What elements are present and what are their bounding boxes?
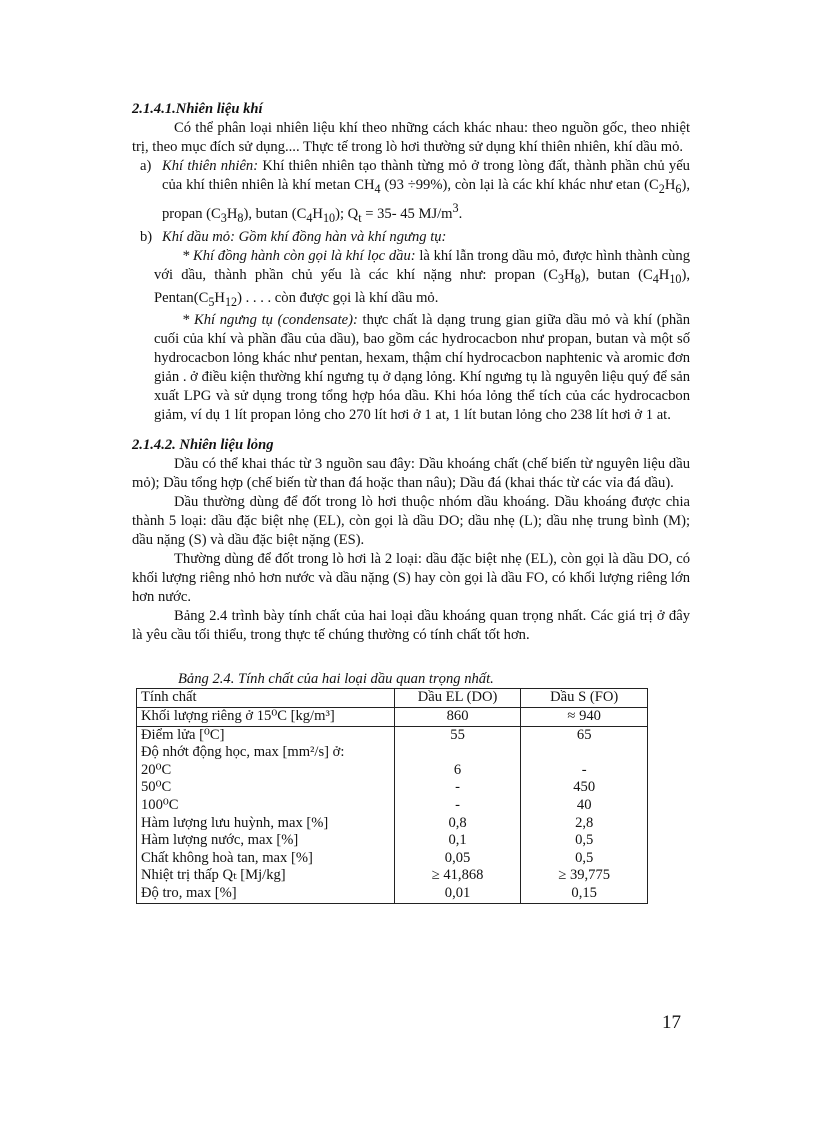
table-header-cell: Dầu EL (DO) [394, 689, 521, 708]
list-marker: a) [140, 158, 152, 174]
table-row [137, 850, 648, 868]
paragraph-condensate: * Khí ngưng tụ (condensate): thực chất là dạng trung gian giữa dầu mỏ và khí (phần cuối của khí và phần đầu của dầu), bao gồm các hydrocacbon như propan, butan và một số hydrocacbon lỏng khác như pentan, hexam, thậm chí hydrocacbon naphtenic và aromic đơn giản . ở điều kiện thường khí ngưng tụ ở dạng lỏng. Khí ngưng tụ là nguyên liệu quý để sản xuất LPG và sử dụng trong tổng hợp hóa dầu. Khi hóa lỏng thể tích của các hydrocacbon giảm, ví dụ 1 lít propan lỏng cho 270 lít hơi ở 1 at, 1 lít butan lỏng cho 238 lít hơi ở 1 at. [154, 312, 690, 424]
table-row [137, 815, 648, 833]
table-row [137, 779, 648, 797]
table-row [137, 885, 648, 903]
table-header-cell: Tính chất [137, 689, 395, 708]
table-cell: 40 [521, 797, 648, 815]
table-caption: Bảng 2.4. Tính chất của hai loại dầu quan trọng nhất. [178, 671, 494, 688]
table-cell: Hàm lượng nước, max [%] [137, 832, 395, 850]
table-cell: 0,15 [521, 885, 648, 903]
list-item-petroleum-gas [132, 228, 690, 247]
table-cell: Chất không hoà tan, max [%] [137, 850, 395, 868]
table-cell: 0,5 [521, 832, 648, 850]
table-cell: 450 [521, 779, 648, 797]
paragraph-gas-intro: Có thể phân loại nhiên liệu khí theo những cách khác nhau: theo nguồn gốc, theo nhiệt trị, theo mục đích sử dụng.... Thực tế trong lò hơi thường sử dụng khí thiên nhiên, khí dầu mỏ. [132, 120, 690, 155]
table-cell: Độ tro, max [%] [137, 885, 395, 903]
table-cell: ≈ 940 [521, 708, 648, 727]
paragraph-associated-gas: * Khí đồng hành còn gọi là khí lọc dầu: là khí lẫn trong dầu mỏ, được hình thành cùng với dầu, thành phần chủ yếu là các khí nặng như: propan $(C_3H_8)$, butan $(C_4H_{10})$, $Pentan(C_5H_{12})$ . . . . còn được gọi là khí dầu mỏ. [154, 247, 691, 309]
paragraph-boiler-oil: Thường dùng để đốt trong lò hơi là 2 loại: dầu đặc biệt nhẹ (EL), còn gọi là dầu DO, có khối lượng riêng nhỏ hơn nước và dầu nặng (S) hay còn gọi là dầu FO, có khối lượng riêng lớn hơn nước. [132, 551, 690, 606]
paragraph-oil-sources: Dầu có thể khai thác từ 3 nguồn sau đây: Dầu khoáng chất (chế biến từ nguyên liệu dầu mỏ); Dầu tổng hợp (chế biến từ than đá hoặc than nâu); Dầu đá (khai thác từ các vỉa đá dầu). [132, 456, 690, 492]
table-cell: 0,05 [394, 850, 521, 868]
table-cell: ≥ 39,775 [521, 867, 648, 885]
table-cell: 6 [394, 762, 521, 780]
table-row [137, 708, 648, 727]
table-cell: - [394, 779, 521, 797]
table-cell: 20⁰C [137, 762, 395, 780]
table-cell: - [521, 762, 648, 780]
table-row [137, 867, 648, 885]
table-row [137, 832, 648, 850]
table-row [137, 797, 648, 815]
table-row [137, 726, 648, 744]
table-cell: 0,8 [394, 815, 521, 833]
table-row [137, 762, 648, 780]
list-marker: b) [140, 228, 153, 245]
table-cell: 2,8 [521, 815, 648, 833]
paragraph-mineral-oil: Dầu thường dùng để đốt trong lò hơi thuộc nhóm dầu khoáng. Dầu khoáng được chia thành 5 loại: dầu đặc biệt nhẹ (EL), còn gọi là dầu DO; dầu nhẹ (L); dầu nhẹ trung bình (M); dầu nặng (S) và dầu đặc biệt nặng (ES). [132, 494, 690, 549]
table-cell: Hàm lượng lưu huỳnh, max [%] [137, 815, 395, 833]
table-cell [394, 744, 521, 762]
table-cell: 50⁰C [137, 779, 395, 797]
page-number: 17 [662, 1012, 681, 1033]
table-cell [521, 744, 648, 762]
table-cell: Nhiệt trị thấp Qₜ [Mj/kg] [137, 867, 395, 885]
table-cell: Khối lượng riêng ở 15⁰C [kg/m³] [137, 708, 395, 727]
table-cell: 55 [394, 726, 521, 744]
table-cell: 0,5 [521, 850, 648, 868]
list-text: Khí thiên nhiên: Khí thiên nhiên tạo thành từng mỏ ở trong lòng đất, thành phần chủ yếu của khí thiên nhiên là khí metan $CH_4$ (93 ÷99%), còn lại là các khí khác như etan $(C_2H_6)$, propan $(C_3H_8)$, butan $(C_4H_{10})$; $Q_t = 35-$ 45 $MJ/m^3$. [162, 158, 690, 225]
paragraph-table-intro: Bảng 2.4 trình bày tính chất của hai loại dầu khoáng quan trọng nhất. Các giá trị ở đây là yêu cầu tối thiểu, trong thực tế chúng thường có tính chất tốt hơn. [132, 608, 690, 644]
table-cell: 860 [394, 708, 521, 727]
table-cell: 100⁰C [137, 797, 395, 815]
table-row [137, 744, 648, 762]
table-header-cell: Dầu S (FO) [521, 689, 648, 708]
section-heading-gas-fuel: 2.1.4.1.Nhiên liệu khí [132, 101, 263, 117]
table-cell: ≥ 41,868 [394, 867, 521, 885]
list-text: Khí dầu mỏ: Gồm khí đồng hàn và khí ngưng tụ: [162, 228, 447, 245]
table-cell: 65 [521, 726, 648, 744]
list-item-natural-gas [132, 157, 690, 228]
table-cell: - [394, 797, 521, 815]
table-cell: Độ nhớt động học, max [mm²/s] ở: [137, 744, 395, 762]
section-heading-liquid-fuel: 2.1.4.2. Nhiên liệu lỏng [132, 437, 274, 454]
table-cell: 0,01 [394, 885, 521, 903]
oil-properties-table [136, 688, 648, 903]
table-header-row [137, 689, 648, 708]
table-cell: 0,1 [394, 832, 521, 850]
page-content [132, 100, 690, 904]
table-cell: Điểm lửa [⁰C] [137, 726, 395, 744]
